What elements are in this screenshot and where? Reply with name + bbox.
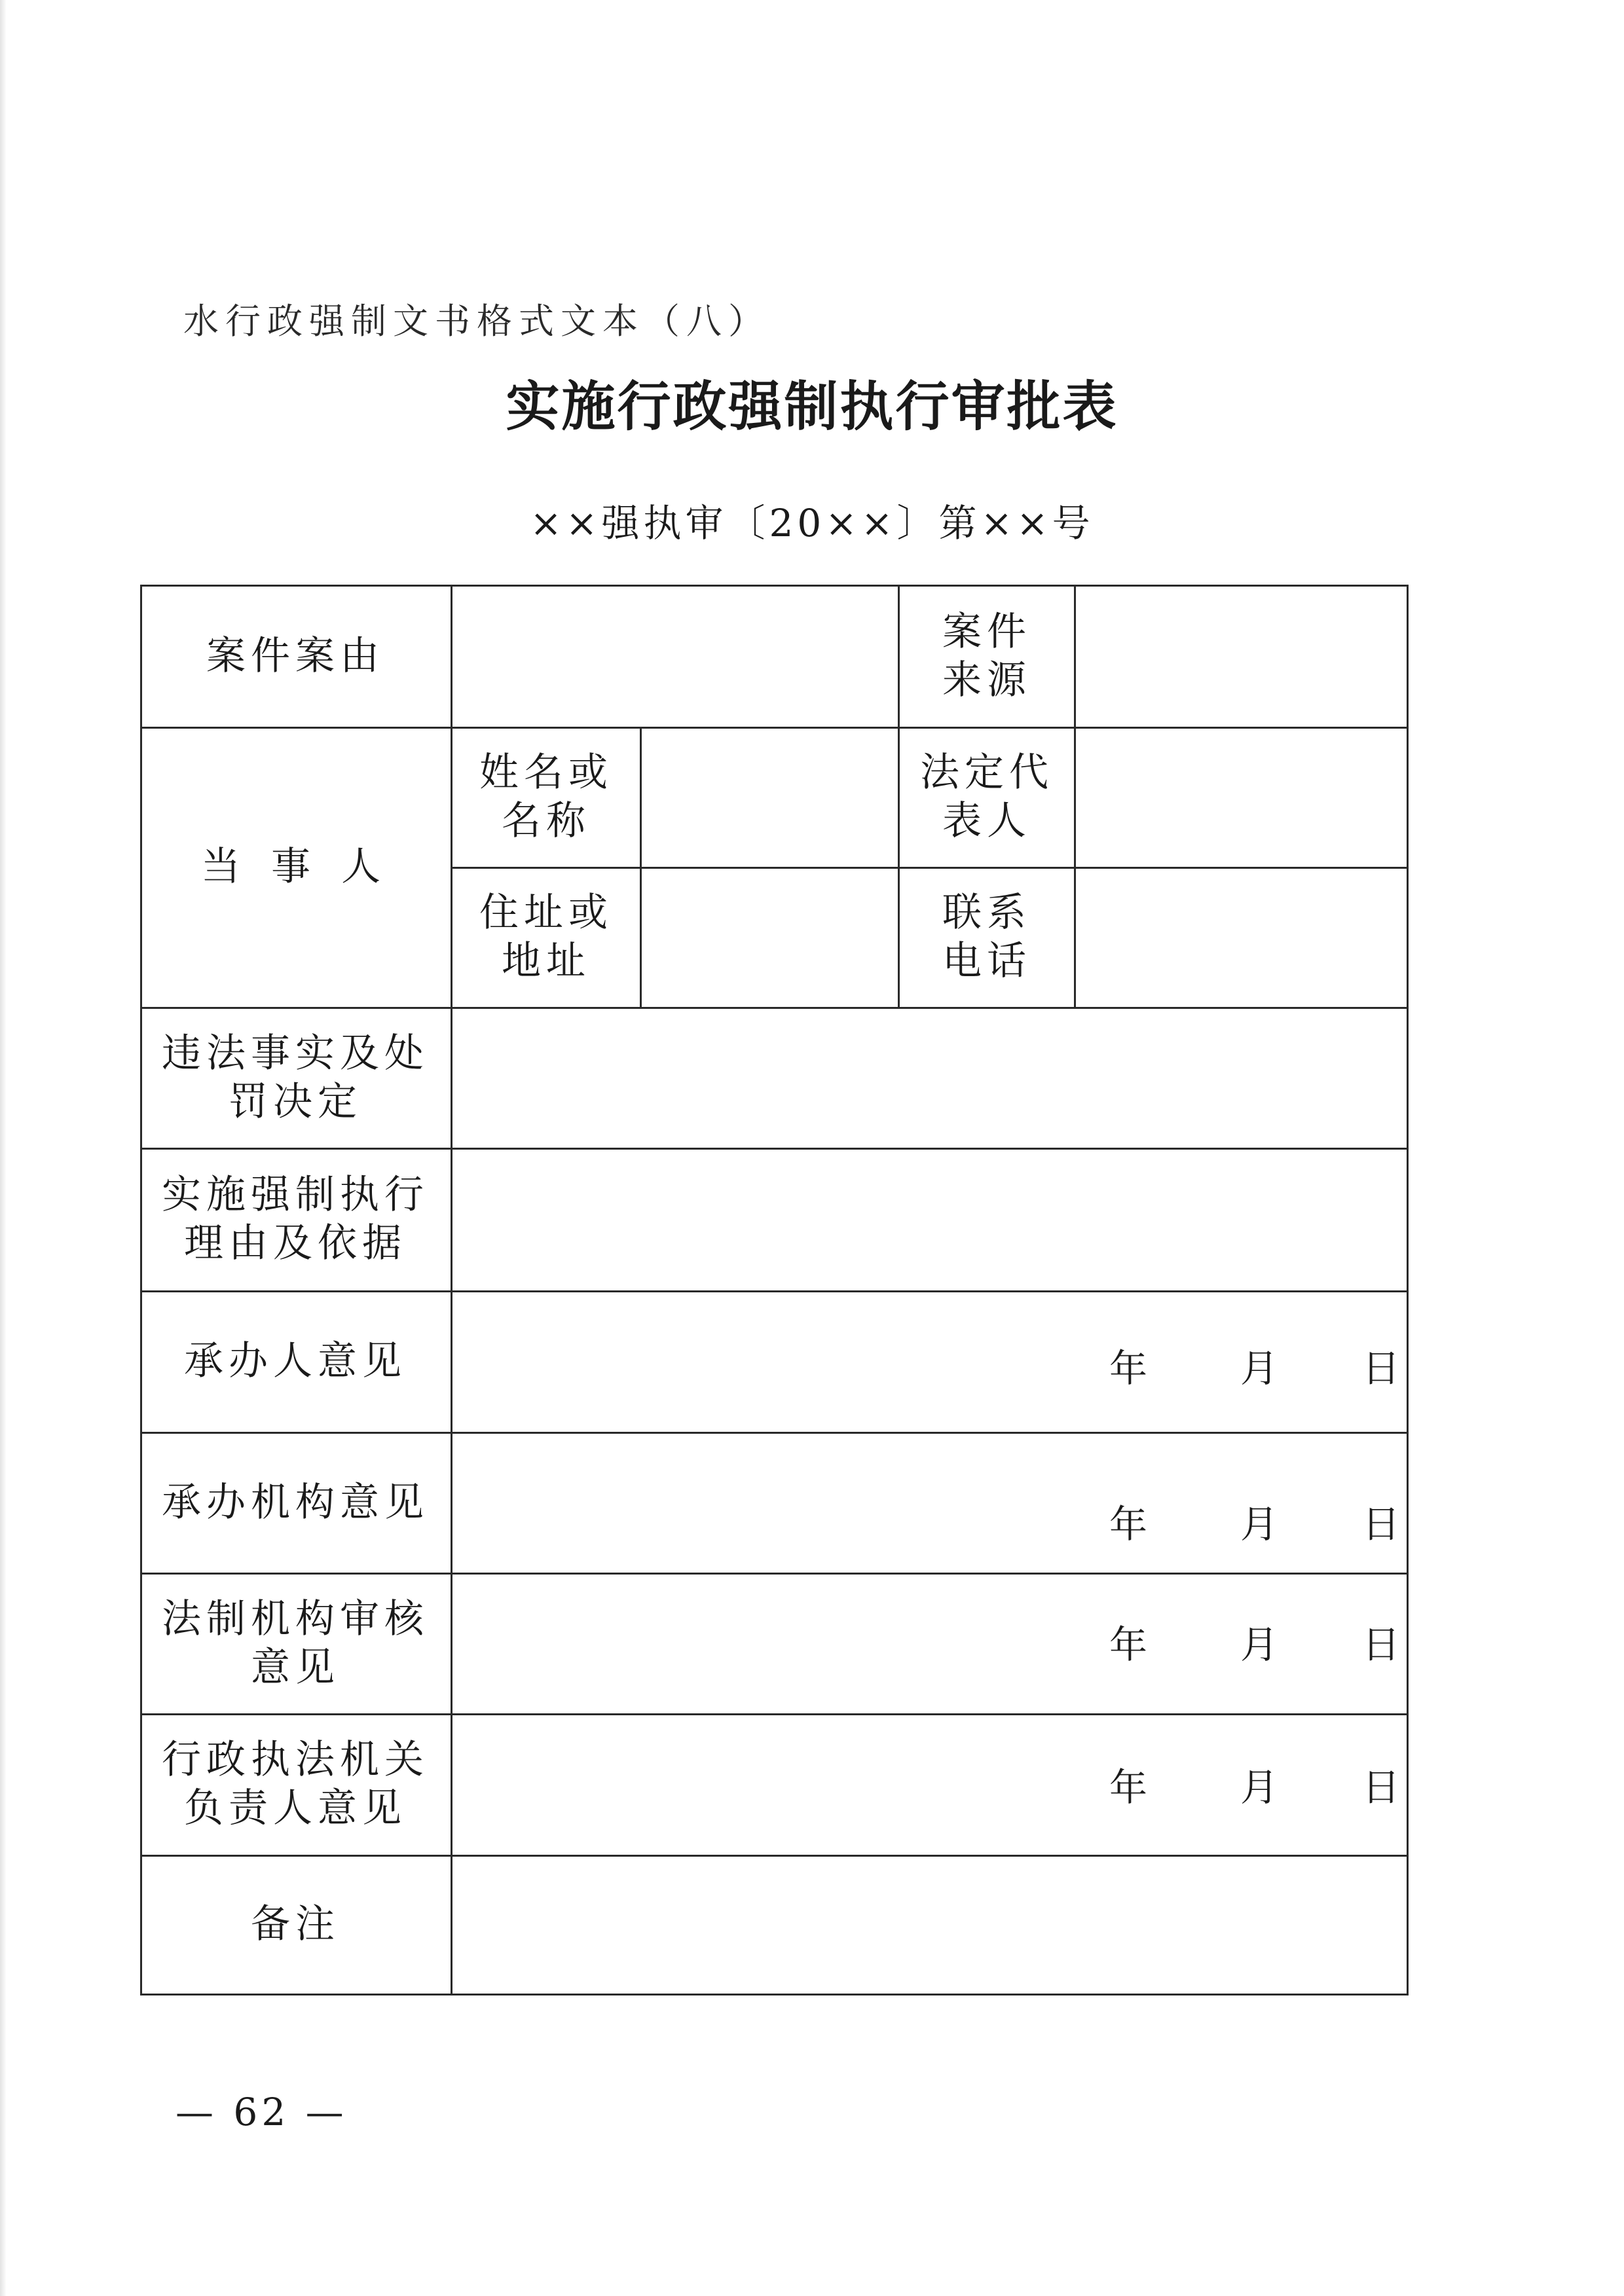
table-border-bottom xyxy=(140,1994,1409,1995)
approval-form-table xyxy=(140,585,1409,1995)
date-day: 日 xyxy=(1362,1765,1401,1810)
document-number: ××强执审〔20××〕第××号 xyxy=(530,501,1094,545)
table-border-right xyxy=(1407,585,1409,1995)
column-divider xyxy=(1074,585,1076,1009)
party-label: 当 事 人 xyxy=(200,844,390,890)
page-number: — 62 — xyxy=(175,2090,348,2134)
case-cause-label: 案件案由 xyxy=(206,632,384,679)
date-month: 月 xyxy=(1240,1502,1279,1546)
date-year: 年 xyxy=(1109,1765,1148,1810)
name-label: 姓名或 名称 xyxy=(479,750,613,844)
authority-head-opinion-label: 行政执法机关 负责人意见 xyxy=(162,1737,429,1831)
remarks-label: 备注 xyxy=(251,1901,340,1947)
date-year: 年 xyxy=(1109,1502,1148,1546)
handling-agency-opinion-label: 承办机构意见 xyxy=(162,1479,429,1525)
violation-facts-label: 违法事实及处 罚决定 xyxy=(162,1030,429,1125)
legal-agency-review-label: 法制机构审核 意见 xyxy=(162,1595,429,1690)
address-label: 住址或 地址 xyxy=(479,890,613,984)
page-edge-shadow xyxy=(0,0,7,2296)
date-year: 年 xyxy=(1109,1346,1148,1391)
phone-label: 联系 电话 xyxy=(942,890,1031,984)
date-year: 年 xyxy=(1109,1622,1148,1667)
document-title: 实施行政强制执行审批表 xyxy=(506,375,1118,438)
legal-representative-label: 法定代 表人 xyxy=(920,750,1054,844)
date-day: 日 xyxy=(1362,1346,1401,1391)
series-title: 水行政强制文书格式文本（八） xyxy=(183,301,770,342)
enforcement-reason-label: 实施强制执行 理由及依据 xyxy=(162,1172,429,1266)
case-source-label: 案件 来源 xyxy=(942,608,1031,703)
date-day: 日 xyxy=(1362,1622,1401,1667)
date-day: 日 xyxy=(1362,1502,1401,1546)
date-month: 月 xyxy=(1240,1765,1279,1810)
date-month: 月 xyxy=(1240,1622,1279,1667)
column-divider xyxy=(640,727,642,1009)
handler-opinion-label: 承办人意见 xyxy=(184,1338,407,1384)
date-month: 月 xyxy=(1240,1346,1279,1391)
